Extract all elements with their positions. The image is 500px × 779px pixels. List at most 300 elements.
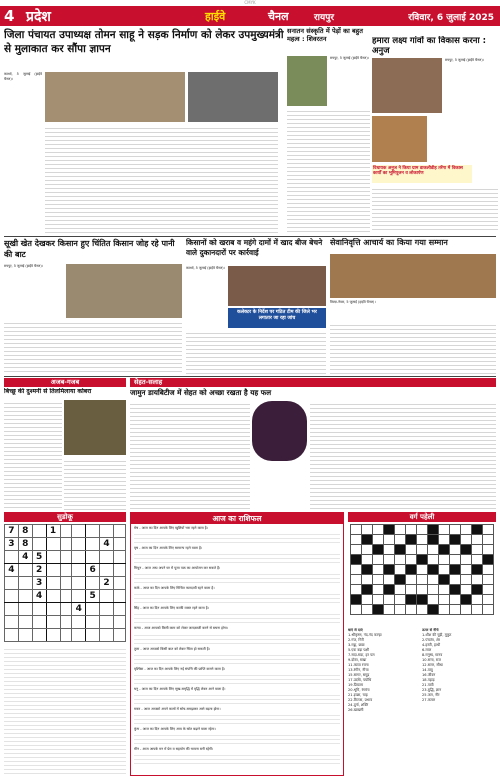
crossword-row — [351, 545, 494, 555]
sudoku-cell[interactable] — [114, 616, 126, 629]
crossword-cell[interactable] — [472, 595, 483, 605]
sudoku-cell[interactable] — [60, 590, 72, 603]
crossword-cell[interactable] — [461, 555, 472, 565]
story-4-headline: सूखी खेत देखकर किसान हुए चिंतित किसान जोह रहे पानी की बाट — [4, 239, 175, 259]
sudoku-row — [5, 577, 126, 590]
sudoku-cell[interactable]: 1 — [46, 525, 60, 538]
across-title: बाएं से दाएं — [348, 628, 363, 632]
crossword-clue: 18.पहाड़ — [422, 678, 435, 682]
crossword-cell[interactable] — [395, 555, 406, 565]
crossword-cell[interactable] — [351, 525, 362, 535]
crossword-clue: 21.इच्छा, चाह — [348, 693, 368, 697]
sudoku-cell[interactable]: 5 — [86, 590, 100, 603]
crossword-cell[interactable] — [373, 565, 384, 575]
crossword-block — [450, 535, 461, 545]
crossword-clue: 6.लाल — [422, 648, 432, 652]
sudoku-cell[interactable] — [72, 577, 86, 590]
crossword-block — [395, 575, 406, 585]
crossword-clue: 2.पंचतंत्र, शेर — [422, 638, 440, 642]
sudoku-cell[interactable]: 8 — [18, 525, 32, 538]
sudoku-cell[interactable] — [60, 616, 72, 629]
crossword-cell[interactable] — [417, 535, 428, 545]
sudoku-instructions — [4, 646, 126, 776]
story-1-photo-2 — [188, 72, 278, 122]
rashifal-list — [131, 524, 343, 769]
crossword-cell[interactable] — [483, 525, 494, 535]
crossword-block — [428, 605, 439, 615]
crossword-clue: 1.शीश की चूड़ी, मुकुट — [422, 633, 452, 637]
sudoku-cell[interactable] — [114, 551, 126, 564]
crossword-block — [472, 525, 483, 535]
story-3-caption-box — [372, 165, 472, 183]
rashi-body — [134, 692, 340, 707]
sudoku-cell[interactable] — [60, 525, 72, 538]
sudoku-cell[interactable]: 4 — [5, 564, 19, 577]
sudoku-cell[interactable]: 4 — [100, 538, 114, 551]
crossword-clue: 25.जल, नीर — [422, 693, 440, 697]
rashi-body — [134, 732, 340, 747]
crossword-cell[interactable] — [439, 605, 450, 615]
crossword-cell[interactable] — [406, 575, 417, 585]
crossword-block — [406, 595, 417, 605]
sudoku-cell[interactable] — [46, 577, 60, 590]
crossword-cell[interactable] — [483, 605, 494, 615]
sudoku-cell[interactable]: 2 — [100, 577, 114, 590]
sudoku-cell[interactable] — [114, 538, 126, 551]
sehat-label: सेहत-सलाह — [130, 378, 496, 387]
crossword-cell[interactable] — [395, 585, 406, 595]
crossword-cell[interactable] — [384, 545, 395, 555]
crossword-block — [472, 565, 483, 575]
ajab-gajab-photo — [64, 400, 126, 455]
crossword-cell[interactable] — [373, 585, 384, 595]
crossword-cell[interactable] — [362, 575, 373, 585]
crossword-cell[interactable] — [373, 525, 384, 535]
crossword-cell[interactable] — [373, 575, 384, 585]
crossword-cell[interactable] — [472, 605, 483, 615]
ajab-gajab-headline: बिच्छू की दुश्मनी से तिलमिलाया कोबरा — [4, 388, 92, 395]
crossword-cell[interactable] — [439, 535, 450, 545]
crossword-block — [373, 605, 384, 615]
crossword-cell[interactable] — [428, 595, 439, 605]
divider — [4, 236, 496, 237]
crossword-cell[interactable] — [472, 555, 483, 565]
rashi-body — [134, 752, 340, 767]
edition-date: रविवार, 6 जुलाई 2025 — [408, 13, 494, 23]
sudoku-grid[interactable] — [4, 524, 126, 642]
sudoku-cell[interactable] — [114, 577, 126, 590]
down-clues — [422, 633, 496, 703]
crossword-block — [351, 555, 362, 565]
rashi-body — [134, 611, 340, 626]
crossword-cell[interactable] — [450, 525, 461, 535]
crossword-cell[interactable] — [439, 565, 450, 575]
sudoku-cell[interactable] — [5, 616, 19, 629]
rashi-body — [134, 712, 340, 727]
crossword-cell[interactable] — [417, 565, 428, 575]
crossword-block — [406, 565, 417, 575]
crossword-block — [472, 585, 483, 595]
sudoku-cell[interactable] — [60, 538, 72, 551]
sudoku-cell[interactable] — [60, 564, 72, 577]
sudoku-cell[interactable] — [114, 590, 126, 603]
story-5-subhead-box — [228, 308, 326, 328]
sehat-jamun-photo — [252, 401, 307, 461]
sudoku-row — [5, 564, 126, 577]
story-1-headline: जिला पंचायत उपाध्यक्ष तोमन साहू ने सड़क निर्माण को लेकर उपमुख्यमंत्री से मुलाकात कर सौंपा ज्ञापन — [4, 29, 284, 55]
story-5-headline: किसानों को खराब व महंगे दामों में खाद बीज बेचने वाले दुकानदारों पर कार्रवाई — [186, 238, 323, 257]
page-number: 4 — [4, 7, 15, 25]
crossword-clue: 11.काव्य रचना — [348, 663, 369, 667]
crossword-cell[interactable] — [384, 595, 395, 605]
divider — [4, 376, 496, 377]
crossword-cell[interactable] — [461, 525, 472, 535]
sudoku-cell[interactable] — [72, 629, 86, 642]
crossword-block — [461, 595, 472, 605]
ajab-gajab-body — [4, 400, 62, 510]
rashi-body — [134, 571, 340, 586]
crossword-cell[interactable] — [406, 555, 417, 565]
rashi-line: धनु - आज का दिन आपके लिए सुख-समृद्धि में वृद्धि लेकर आने वाला है। — [134, 686, 226, 691]
crossword-cell[interactable] — [351, 575, 362, 585]
sudoku-cell[interactable] — [114, 564, 126, 577]
crossword-cell[interactable] — [362, 595, 373, 605]
crossword-cell[interactable] — [450, 575, 461, 585]
crossword-cell[interactable] — [417, 585, 428, 595]
sudoku-cell[interactable] — [86, 629, 100, 642]
sudoku-cell[interactable] — [18, 590, 32, 603]
crossword-cell[interactable] — [406, 585, 417, 595]
sudoku-title: सुडोकू — [4, 512, 126, 522]
crossword-clue: 2.गंज, गिरी — [348, 638, 364, 642]
story-2-photo — [287, 56, 327, 106]
sudoku-cell[interactable] — [114, 603, 126, 616]
sudoku-cell[interactable]: 8 — [18, 538, 32, 551]
crossword-cell[interactable] — [461, 565, 472, 575]
crossword-cell[interactable] — [417, 575, 428, 585]
rashi-body — [134, 632, 340, 647]
crossword-block — [428, 535, 439, 545]
crossword-cell[interactable] — [351, 535, 362, 545]
sudoku-cell[interactable] — [18, 616, 32, 629]
crossword-row — [351, 535, 494, 545]
sudoku-cell[interactable] — [72, 551, 86, 564]
story-3-photo-2 — [372, 116, 427, 162]
crossword-row — [351, 575, 494, 585]
sehat-headline: जामुन डायबिटीज में सेहत को अच्छा रखता है यह फल — [130, 388, 272, 397]
crossword-cell[interactable] — [428, 555, 439, 565]
crossword-cell[interactable] — [461, 585, 472, 595]
story-3-caption: विधायक अनुज ने किया ग्राम डाकलीडीह तरेंगा में विकास कार्यों का भूमिपूजन व लोकार्पण — [373, 166, 463, 177]
crossword-cell[interactable] — [373, 535, 384, 545]
crossword-clue: 13.रंगीन, नीचा — [348, 668, 369, 672]
crossword-cell[interactable] — [362, 525, 373, 535]
sudoku-cell[interactable] — [86, 616, 100, 629]
rashi-line: तुला - आज आपको किसी बात को लेकर चिंता हो सकती है। — [134, 646, 210, 651]
crossword-cell[interactable] — [351, 565, 362, 575]
sudoku-cell[interactable] — [46, 538, 60, 551]
sudoku-cell[interactable] — [86, 525, 100, 538]
sudoku-cell[interactable]: 2 — [32, 564, 46, 577]
story-6-headline: सेवानिवृत्ति आचार्य का किया गया सम्मान — [330, 238, 448, 247]
sudoku-cell[interactable] — [32, 525, 46, 538]
crossword-clue: 12.सरल, सीधा — [422, 663, 443, 667]
sudoku-cell[interactable] — [100, 551, 114, 564]
sudoku-cell[interactable]: 4 — [72, 603, 86, 616]
crossword-cell[interactable] — [461, 535, 472, 545]
crossword-cell[interactable] — [439, 555, 450, 565]
crossword-cell[interactable] — [351, 545, 362, 555]
sudoku-row — [5, 525, 126, 538]
crossword-cell[interactable] — [395, 525, 406, 535]
sudoku-cell[interactable] — [60, 629, 72, 642]
crossword-cell[interactable] — [384, 575, 395, 585]
crossword-clue: 19.प्रियतम — [348, 683, 363, 687]
crossword-clue: 5.एक बड़ा पक्षी — [348, 648, 369, 652]
crossword-cell[interactable] — [461, 605, 472, 615]
sudoku-cell[interactable] — [46, 629, 60, 642]
sudoku-cell[interactable] — [100, 590, 114, 603]
crossword-clue: 21.पावी — [422, 683, 434, 687]
crossword-cell[interactable] — [384, 605, 395, 615]
crossword-cell[interactable] — [461, 575, 472, 585]
crossword-cell[interactable] — [450, 605, 461, 615]
sudoku-cell[interactable] — [100, 616, 114, 629]
crossword-cell[interactable] — [417, 545, 428, 555]
ajab-gajab-body-2 — [64, 458, 126, 510]
crossword-block — [384, 565, 395, 575]
sudoku-cell[interactable] — [5, 629, 19, 642]
sudoku-cell[interactable] — [46, 603, 60, 616]
rashi-line: मीन - आज आपके मन में प्रेम व सहयोग की भावना बनी रहेगी। — [134, 747, 214, 752]
crossword-cell[interactable] — [472, 535, 483, 545]
crossword-row — [351, 555, 494, 565]
sudoku-cell[interactable]: 3 — [5, 538, 19, 551]
story-2-headline: सनातन संस्कृति में पेड़ों का बहुत महत्व : शिवरतन — [287, 27, 363, 43]
crossword-row — [351, 585, 494, 595]
crossword-cell[interactable] — [483, 585, 494, 595]
crossword-cell[interactable] — [384, 535, 395, 545]
sudoku-cell[interactable] — [100, 603, 114, 616]
crossword-row — [351, 525, 494, 535]
rashi-line: मकर - आज आपको अपने कामों में सोच-समझकर आगे बढ़ना होगा। — [134, 706, 221, 711]
crossword-block — [439, 545, 450, 555]
crossword-cell[interactable] — [351, 585, 362, 595]
crossword-cell[interactable] — [450, 595, 461, 605]
crossword-title: वर्ग पहेली — [348, 512, 496, 522]
sudoku-cell[interactable] — [100, 525, 114, 538]
crossword-grid[interactable] — [350, 524, 494, 615]
rashi-line: कुंभ - आज का दिन आपके लिए आय के स्रोत बढ़ाने वाला रहेगा। — [134, 726, 216, 731]
crossword-cell[interactable] — [483, 535, 494, 545]
crossword-clue: 1.श्रीकृष्ण, नंद-नंद कान्हा — [348, 633, 382, 637]
crossword-block — [483, 555, 494, 565]
sudoku-cell[interactable] — [46, 564, 60, 577]
sudoku-row — [5, 590, 126, 603]
story-2-dateline: रायपुर, 5 जुलाई (हाईवे चैनल)। — [330, 56, 369, 60]
crossword-clue: 3.मट्ठा, छाछ — [348, 643, 365, 647]
sudoku-cell[interactable] — [5, 590, 19, 603]
rashi-line: मिथुन - आज आप अपने घर में पूजा पाठ का आयोजन कर सकते हैं। — [134, 566, 221, 571]
rashi-line: वृष - आज का दिन आपके लिए सामान्य रहने वाला है। — [134, 546, 203, 551]
sudoku-cell[interactable]: 3 — [32, 577, 46, 590]
crossword-cell[interactable] — [395, 595, 406, 605]
sudoku-cell[interactable]: 7 — [5, 525, 19, 538]
rashi-line: मेष - आज का दिन आपके लिए खुशियों भरा रहने वाला है। — [134, 526, 208, 530]
rashi-line: कर्क - आज का दिन आपके लिए मिश्रित फलदायी रहने वाला है। — [134, 586, 215, 591]
crossword-cell[interactable] — [450, 555, 461, 565]
crossword-cell[interactable] — [362, 555, 373, 565]
across-clues — [348, 633, 420, 713]
crossword-cell[interactable] — [472, 545, 483, 555]
sudoku-cell[interactable] — [32, 616, 46, 629]
crossword-cell[interactable] — [439, 525, 450, 535]
crossword-cell[interactable] — [362, 545, 373, 555]
crossword-cell[interactable] — [395, 605, 406, 615]
sudoku-cell[interactable]: 4 — [18, 551, 32, 564]
crossword-clue: 20.भूमि, रंगमंच — [348, 688, 370, 692]
sudoku-cell[interactable] — [5, 577, 19, 590]
crossword-clue: 27.कमल — [422, 698, 436, 702]
crossword-cell[interactable] — [483, 595, 494, 605]
story-3-body — [372, 186, 498, 233]
down-title: ऊपर से नीचे — [422, 628, 439, 632]
sudoku-cell[interactable] — [32, 629, 46, 642]
sudoku-cell[interactable] — [46, 616, 60, 629]
crossword-cell[interactable] — [439, 595, 450, 605]
sudoku-cell[interactable] — [86, 551, 100, 564]
crossword-across — [348, 628, 420, 776]
crossword-cell[interactable] — [472, 575, 483, 585]
story-5-dateline: कवर्धा, 5 जुलाई (हाईवे चैनल)। — [186, 266, 225, 270]
edition-city: रायपुर — [314, 13, 335, 23]
sudoku-cell[interactable] — [86, 538, 100, 551]
crossword-cell[interactable] — [395, 535, 406, 545]
sudoku-cell[interactable] — [5, 551, 19, 564]
sudoku-cell[interactable]: 5 — [32, 551, 46, 564]
masthead — [0, 6, 500, 26]
sehat-body-2 — [310, 401, 496, 510]
crossword-cell[interactable] — [406, 525, 417, 535]
crossword-block — [373, 545, 384, 555]
sudoku-cell[interactable] — [32, 603, 46, 616]
story-5-body — [186, 330, 326, 374]
crossword-block — [450, 585, 461, 595]
sudoku-cell[interactable]: 6 — [86, 564, 100, 577]
story-1-photo — [45, 72, 185, 122]
crossword-block — [384, 525, 395, 535]
crossword-clue: 4.हस्ती, हाथी — [422, 643, 441, 647]
sudoku-cell[interactable] — [72, 538, 86, 551]
crossword-row — [351, 565, 494, 575]
rashi-body — [134, 591, 340, 606]
story-6-body — [330, 322, 496, 374]
crossword-block — [384, 585, 395, 595]
crossword-cell[interactable] — [406, 545, 417, 555]
sudoku-cell[interactable] — [72, 525, 86, 538]
crossword-cell[interactable] — [450, 545, 461, 555]
crossword-block — [439, 575, 450, 585]
sudoku-cell[interactable] — [72, 616, 86, 629]
crossword-grid-wrap — [350, 524, 496, 624]
sudoku-cell[interactable] — [18, 564, 32, 577]
rashi-body — [134, 672, 340, 687]
sudoku-cell[interactable] — [72, 590, 86, 603]
crossword-block — [461, 545, 472, 555]
story-3-headline: हमारा लक्ष्य गांवों का विकास करना : अनुज — [372, 36, 487, 56]
crossword-cell[interactable] — [406, 605, 417, 615]
rashifal-box — [130, 512, 344, 776]
crossword-clue: 26.खाखनी — [348, 708, 364, 712]
crossword-clue: 15.सागर, समुद्र — [348, 673, 370, 677]
crossword-block — [362, 535, 373, 545]
rashi-line: कन्या - आज आपको किसी काम को लेकर जल्दबाजी करने से बचना होगा। — [134, 626, 229, 631]
sudoku-cell[interactable] — [46, 590, 60, 603]
sudoku-cell[interactable] — [5, 603, 19, 616]
sudoku-row — [5, 603, 126, 616]
sudoku-cell[interactable] — [60, 603, 72, 616]
crossword-cell[interactable] — [439, 585, 450, 595]
crossword-cell[interactable] — [373, 595, 384, 605]
sudoku-cell[interactable] — [100, 564, 114, 577]
crossword-cell[interactable] — [384, 555, 395, 565]
crossword-cell[interactable] — [428, 545, 439, 555]
sudoku-cell[interactable] — [60, 551, 72, 564]
sudoku-cell[interactable] — [46, 551, 60, 564]
paper-name-highway: हाईवे — [205, 10, 226, 23]
crossword-cell[interactable] — [483, 575, 494, 585]
crossword-clue: 16.जीवन — [422, 673, 436, 677]
sudoku-cell[interactable] — [18, 629, 32, 642]
rashi-body — [134, 531, 340, 546]
crossword-cell[interactable] — [483, 545, 494, 555]
crossword-cell[interactable] — [417, 525, 428, 535]
sudoku-cell[interactable] — [18, 577, 32, 590]
sudoku-cell[interactable]: 4 — [32, 590, 46, 603]
sudoku-cell[interactable] — [72, 564, 86, 577]
story-3-dateline: रायपुर, 5 जुलाई (हाईवे चैनल)। — [445, 58, 484, 62]
sudoku-row — [5, 629, 126, 642]
crossword-cell[interactable] — [483, 565, 494, 575]
sudoku-cell[interactable] — [86, 577, 100, 590]
crossword-clue: 17.उदधि, पयोधि — [348, 678, 372, 682]
sudoku-cell[interactable] — [114, 629, 126, 642]
crossword-cell[interactable] — [428, 585, 439, 595]
rashi-line: सिंह - आज का दिन आपके लिए काफी व्यस्त रहने वाला है। — [134, 606, 209, 611]
crossword-cell[interactable] — [428, 575, 439, 585]
crossword-cell[interactable] — [362, 605, 373, 615]
crossword-cell[interactable] — [351, 605, 362, 615]
rashi-line: वृश्चिक - आज का दिन आपके लिए नई संपत्ति की प्राप्ति कराने वाला है। — [134, 666, 226, 671]
story-3-photo — [372, 58, 442, 113]
sudoku-cell[interactable] — [18, 603, 32, 616]
crossword-cell[interactable] — [373, 555, 384, 565]
crossword-block — [450, 565, 461, 575]
crossword-cell[interactable] — [417, 605, 428, 615]
sudoku-cell[interactable] — [60, 577, 72, 590]
sudoku-cell[interactable] — [100, 629, 114, 642]
story-4-photo — [66, 264, 182, 318]
crossword-clue: 22.बिज्जा, प्रभाव — [348, 698, 373, 702]
sudoku-cell[interactable] — [114, 525, 126, 538]
crossword-clue: 23.बुद्धि, ज्ञान — [422, 688, 442, 692]
crossword-cell[interactable] — [395, 565, 406, 575]
crossword-clue: 24.दुर्गा, शक्ति — [348, 703, 369, 707]
sudoku-cell[interactable] — [32, 538, 46, 551]
crossword-down — [422, 628, 496, 776]
sudoku-cell[interactable] — [86, 603, 100, 616]
crossword-clue: 14.वायु — [422, 668, 433, 672]
